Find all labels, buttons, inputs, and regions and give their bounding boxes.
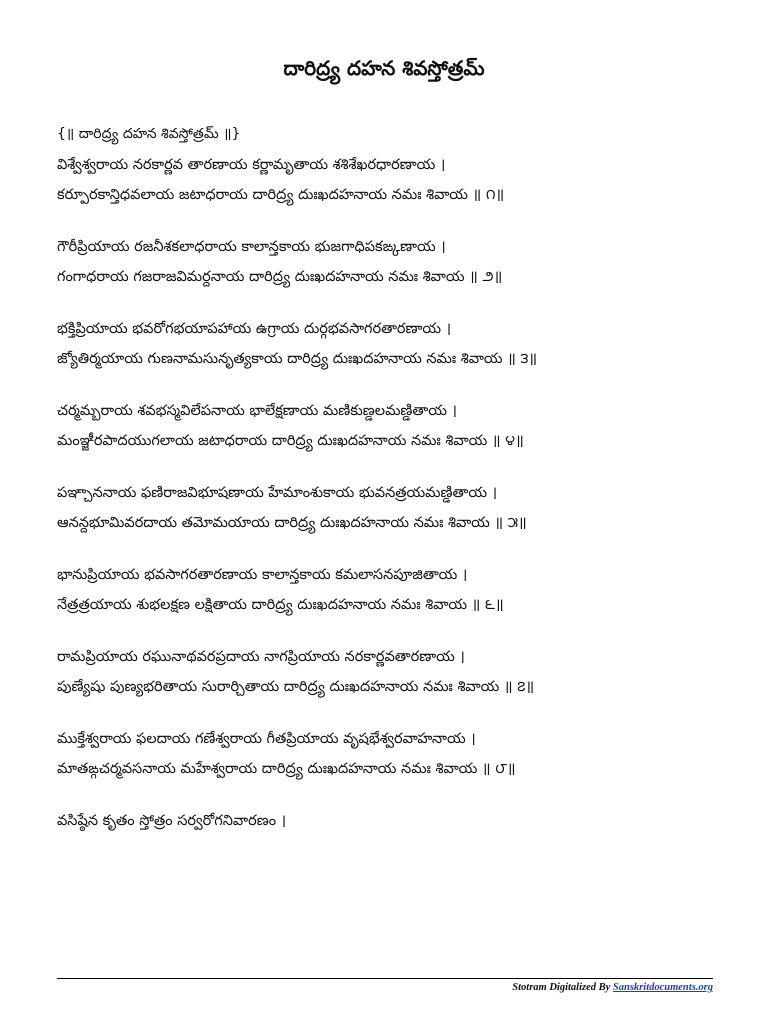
verse-line: మంఞ్జీరపాదయుగలాయ జటాధరాయ దారిద్ర్య దుఃఖదహనాయ నమః శివాయ ॥ ౪॥ [57, 433, 524, 449]
verse-6 [57, 560, 737, 620]
verse-8 [57, 724, 737, 784]
verse-5 [57, 478, 737, 538]
footer-credit [512, 982, 713, 993]
verse-line: జ్యోతిర్మయాయ గుణనామసునృత్యకాయ దారిద్ర్య దుఃఖదహనాయ నమః శివాయ ॥ ౩॥ [57, 351, 538, 367]
verse-line: ముక్తేశ్వరాయ ఫలదాయ గణేశ్వరాయ గీతప్రియాయ వృషభేశ్వరవాహనాయ । [57, 731, 476, 747]
verse-line: భానుప్రియాయ భవసాగరతారణాయ కాలాన్తకాయ కమలాసనపూజితాయ । [57, 567, 468, 583]
verse-3 [57, 314, 737, 374]
verse-line: గౌరీప్రియాయ రజనీశకలాధరాయ కాలాన్తకాయ భుజగాధిపకఙ్కణాయ । [57, 239, 446, 255]
verse-4 [57, 396, 737, 456]
verse-line: ఆనన్దభూమివరదాయ తమోమయాయ దారిద్ర్య దుఃఖదహనాయ నమః శివాయ ॥ ౫॥ [57, 515, 527, 531]
verse-2 [57, 232, 737, 292]
document-body [57, 122, 737, 836]
closing-line: వసిష్ఠేన కృతం స్తోత్రం సర్వరోగనివారణం । [57, 813, 287, 829]
stotram-subheading: {॥ దారిద్ర్య దహన శివస్తోత్రమ్ ॥} [57, 126, 241, 142]
verse-line: కర్పూరకాన్తిధవలాయ జటాధరాయ దారిద్ర్య దుఃఖదహనాయ నమః శివాయ ॥ ౧॥ [57, 187, 505, 203]
verse-line: పఞ్చాననాయ ఫణిరాజవిభూషణాయ హేమాంశుకాయ భువనత్రయమణ్డితాయ । [57, 485, 498, 501]
verse-7 [57, 642, 737, 702]
verse-line: భక్తిప్రియాయ భవరోగభయాపహాయ ఉగ్రాయ దుర్గభవసాగరతారణాయ । [57, 321, 452, 337]
footer-prefix: Stotram Digitalized By [512, 982, 613, 993]
verse-line: విశ్వేశ్వరాయ నరకార్ణవ తారణాయ కర్ణామృతాయ శశిశేఖరధారణాయ । [57, 157, 446, 173]
footer-divider [57, 978, 713, 979]
verse-line: మాతఙ్గచర్మవసనాయ మహేశ్వరాయ దారిద్ర్య దుఃఖదహనాయ నమః శివాయ ॥ ౮॥ [57, 761, 516, 777]
verse-line: రామప్రియాయ రఘునాథవరప్రదాయ నాగప్రియాయ నరకార్ణవతారణాయ । [57, 649, 465, 665]
verse-line: గంగాధరాయ గజరాజవిమర్దనాయ దారిద్ర్య దుఃఖదహనాయ నమః శివాయ ॥ ౨॥ [57, 269, 503, 285]
verse-line: పుణ్యేషు పుణ్యభరితాయ సురార్చితాయ దారిద్ర్య దుఃఖదహనాయ నమః శివాయ ॥ ౭॥ [57, 679, 535, 695]
verse-line: చర్మమ్బరాయ శవభస్మవిలేపనాయ భాలేక్షణాయ మణికుణ్డలమణ్డితాయ । [57, 403, 457, 419]
page-title: దారిద్ర్య దహన శివస్తోత్రమ్ [283, 56, 485, 80]
verse-1 [57, 150, 737, 210]
verse-line: నేత్రత్రయాయ శుభలక్షణ లక్షితాయ దారిద్ర్య దుఃఖదహనాయ నమః శివాయ ॥ ౬॥ [57, 597, 504, 613]
sanskritdocuments-link[interactable]: Sanskritdocuments.org [612, 982, 713, 993]
